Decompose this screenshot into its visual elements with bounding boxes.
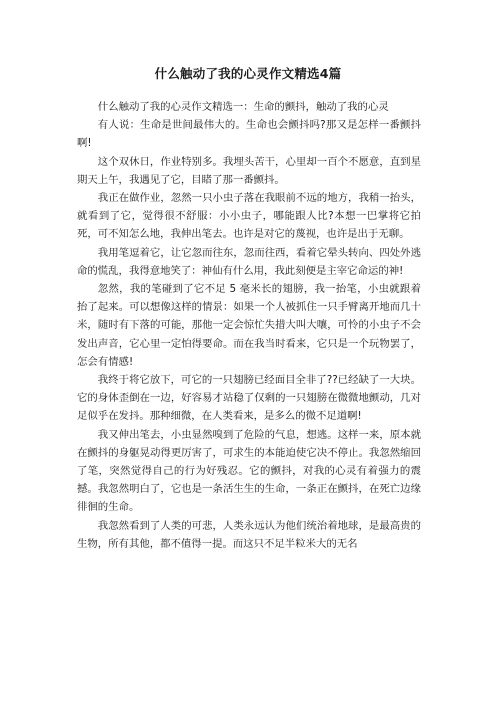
paragraph: 这个双休日，作业特别多。我埋头苦干，心里却一百个不愿意，直到星期天上午，我遇见了它，目睹了那一番颤抖。 — [77, 155, 421, 186]
paragraph: 有人说：生命是世间最伟大的。生命也会颤抖吗?那又是怎样一番颤抖啊! — [77, 119, 421, 150]
paragraph: 我用笔逗着它，让它忽而往东，忽而往西，看着它晕头转向、四处外逃命的慌乱，我得意地笑了：神仙有什么用，我此刻便是主宰它命运的神! — [77, 246, 421, 277]
paragraph: 我又伸出笔去，小虫显然嗅到了危险的气息，想逃。这样一来，原本就在颤抖的身躯晃动得更厉害了，可求生的本能迫使它决不停止。我忽然缩回了笔，突然觉得自己的行为好残忍。它的颤抖，对我的心灵有着强力的震撼。我忽然明白了，它也是一条活生生的生命，一条正在颤抖，在死亡边缘徘徊的生命。 — [77, 428, 421, 514]
paragraph: 我终于将它放下，可它的一只翅膀已经面目全非了??已经缺了一大块。它的身体歪倒在一边，好容易才站稳了仅剩的一只翅膀在微微地颤动，几对足似乎在发抖。那种细微，在人类看来，是多么的微不足道啊! — [77, 374, 421, 423]
paragraph: 我正在做作业，忽然一只小虫子落在我眼前不远的地方，我稍一抬头，就看到了它，觉得很不舒服：小小虫子，哪能跟人比?本想一巴掌将它拍死，可不知怎么地，我伸出笔去。也许是对它的蔑视，也许是出于无聊。 — [77, 192, 421, 241]
paragraph: 我忽然看到了人类的可悲，人类永远认为他们统治着地球，是最高贵的生物，所有其他，都不值得一提。而这只不足半粒米大的无名 — [77, 519, 421, 550]
paragraph: 什么触动了我的心灵作文精选一：生命的颤抖，触动了我的心灵 — [97, 101, 389, 113]
document-title: 什么触动了我的心灵作文精选4篇 — [154, 66, 342, 81]
paragraph: 忽然，我的笔碰到了它不足 5 毫米长的翅膀，我一抬笔，小虫就跟着抬了起来。可以想像这样的情景：如果一个人被抓住一只手臂离开地而几十米，随时有下落的可能，那他一定会惊忙失措大叫大嚷，可怜的小虫子不会发出声音，它心里一定怕得要命。而在我当时看来，它只是一个玩物罢了，怎会有情感! — [77, 283, 421, 368]
document-body — [77, 98, 421, 553]
